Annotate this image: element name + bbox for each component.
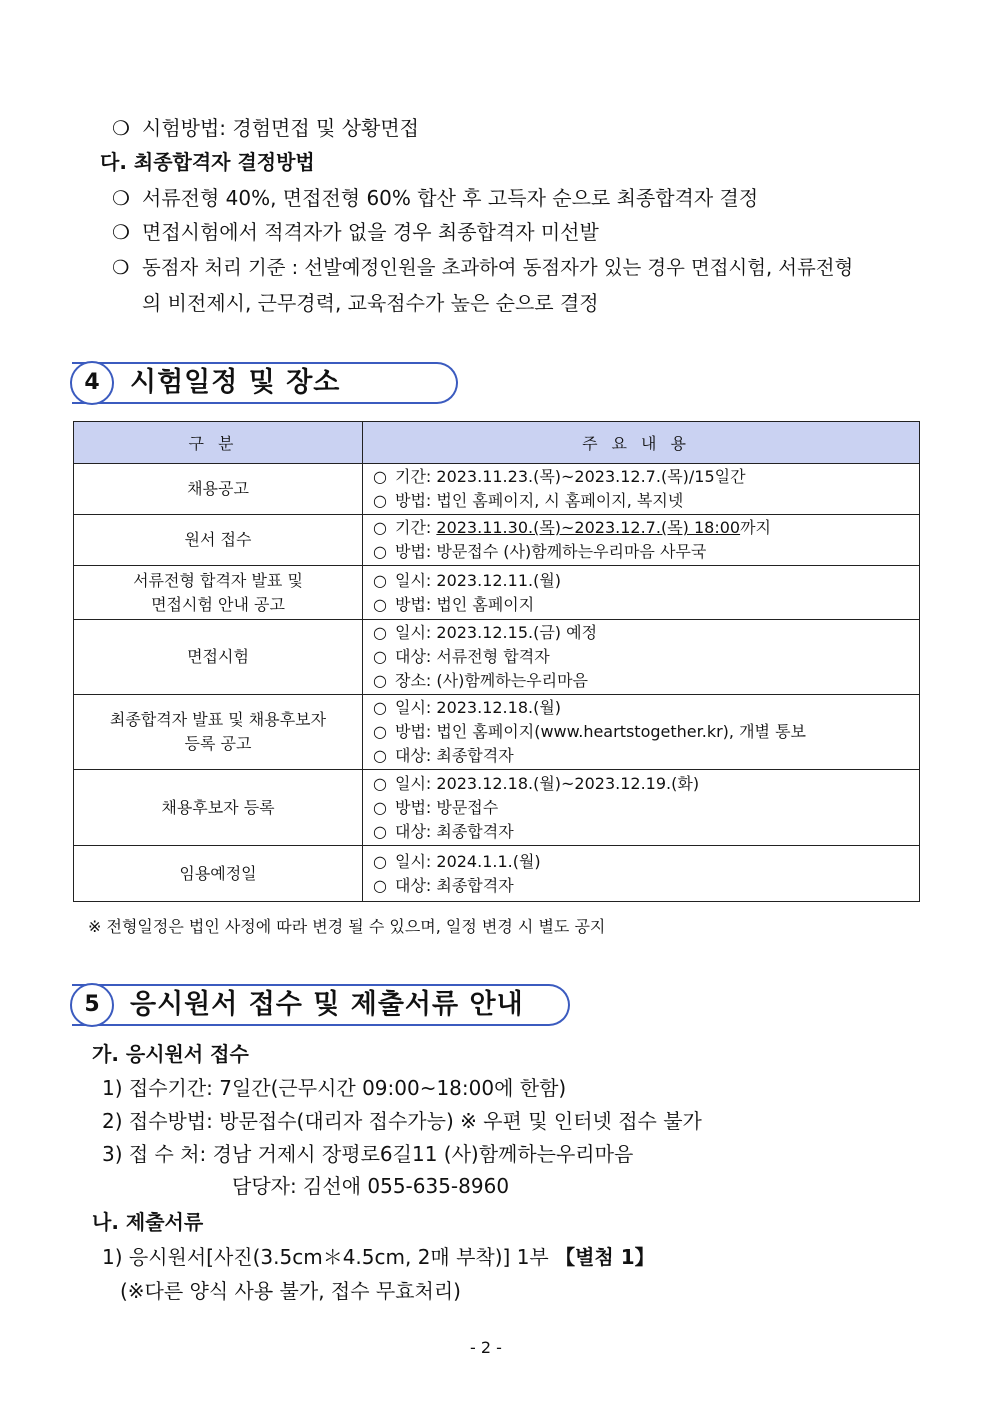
rule-3: ❍ 동점자 처리 기준 : 선발예정인원을 초과하여 동점자가 있는 경우 면접시험, 서류전형 (112, 252, 853, 284)
bullet-icon: ❍ (112, 220, 130, 244)
schedule-note: ※ 전형일정은 법인 사정에 따라 변경 될 수 있으며, 일정 변경 시 별도 공지 (88, 917, 606, 936)
circle-bullet-icon: ○ (373, 851, 387, 871)
contact-line: 담당자: 김선애 055-635-8960 (232, 1174, 510, 1198)
row-detail: ○ 기간: 2023.11.23.(목)~2023.12.7.(목)/15일간 ○ 방법: 법인 홈페이지, 시 홈페이지, 복지넷 (363, 464, 920, 515)
row-category: 원서 접수 (74, 515, 363, 566)
table-row (74, 566, 920, 620)
bullet-icon: ❍ (112, 186, 130, 210)
circle-bullet-icon: ○ (373, 698, 387, 717)
row-category: 서류전형 합격자 발표 및 면접시험 안내 공고 (74, 566, 363, 620)
bullet-icon: ❍ (112, 116, 130, 140)
row-category: 채용공고 (74, 464, 363, 515)
row-category: 최종합격자 발표 및 채용후보자 등록 공고 (74, 695, 363, 770)
table-row (74, 695, 920, 770)
circle-bullet-icon: ○ (373, 518, 387, 537)
row-detail: ○ 기간: 2023.11.30.(목)~2023.12.7.(목) 18:00까지 ○ 방법: 방문접수 (사)함께하는우리마음 사무국 (363, 515, 920, 566)
row-detail: ○ 일시: 2023.12.18.(월)~2023.12.19.(화) ○ 방법: 방문접수 ○ 대상: 최종합격자 (363, 770, 920, 846)
circle-bullet-icon: ○ (373, 467, 387, 486)
circle-bullet-icon: ○ (373, 821, 387, 841)
apply-item-3: 3) 접 수 처: 경남 거제시 장평로6길11 (사)함께하는우리마음 (102, 1142, 634, 1166)
row-category: 채용후보자 등록 (74, 770, 363, 846)
rule-2: ❍ 면접시험에서 적격자가 없을 경우 최종합격자 미선발 (112, 216, 599, 248)
row-detail: ○ 일시: 2023.12.18.(월) ○ 방법: 법인 홈페이지(www.heartstogether.kr), 개별 통보 ○ 대상: 최종합격자 (363, 695, 920, 770)
section-number: 4 (70, 361, 114, 405)
apply-item-1: 1) 접수기간: 7일간(근무시간 09:00~18:00에 한함) (102, 1076, 567, 1100)
section-na-heading: 나. 제출서류 (92, 1210, 204, 1234)
row-category: 면접시험 (74, 620, 363, 695)
section-title: 시험일정 및 장소 (130, 367, 341, 398)
circle-bullet-icon: ○ (373, 773, 387, 793)
circle-bullet-icon: ○ (373, 875, 387, 895)
table-row (74, 464, 920, 515)
section-number: 5 (70, 983, 114, 1027)
table-row (74, 515, 920, 566)
rule-3-cont: 의 비전제시, 근무경력, 교육점수가 높은 순으로 결정 (142, 291, 599, 315)
table-row (74, 770, 920, 846)
row-detail: ○ 일시: 2024.1.1.(월) ○ 대상: 최종합격자 (363, 846, 920, 902)
doc-item-1: 1) 응시원서[사진(3.5cm＊4.5cm, 2매 부착)] 1부 【별첨 1】 (102, 1245, 655, 1269)
table-header-row (74, 422, 920, 464)
schedule-table (73, 421, 920, 902)
section-title: 응시원서 접수 및 제출서류 안내 (130, 989, 524, 1020)
circle-bullet-icon: ○ (373, 746, 387, 765)
row-detail: ○ 일시: 2023.12.11.(월) ○ 방법: 법인 홈페이지 (363, 566, 920, 620)
circle-bullet-icon: ○ (373, 491, 387, 510)
row-category: 임용예정일 (74, 846, 363, 902)
exam-method-line: ❍ 시험방법: 경험면접 및 상황면접 (112, 112, 419, 144)
header-category: 구분 (74, 422, 363, 464)
circle-bullet-icon: ○ (373, 722, 387, 741)
section-4-heading (72, 362, 458, 404)
circle-bullet-icon: ○ (373, 542, 387, 561)
rule-1: ❍ 서류전형 40%, 면접전형 60% 합산 후 고득자 순으로 최종합격자 결정 (112, 182, 758, 214)
row-detail: ○ 일시: 2023.12.15.(금) 예정 ○ 대상: 서류전형 합격자 ○ 장소: (사)함께하는우리마음 (363, 620, 920, 695)
section-ga-heading: 가. 응시원서 접수 (92, 1042, 249, 1066)
bullet-icon: ❍ (112, 256, 130, 279)
circle-bullet-icon: ○ (373, 623, 387, 642)
page-number: - 2 - (470, 1338, 502, 1357)
section-5-heading (72, 984, 570, 1026)
doc-item-1-note: (※다른 양식 사용 불가, 접수 무효처리) (120, 1279, 461, 1303)
circle-bullet-icon: ○ (373, 671, 387, 690)
circle-bullet-icon: ○ (373, 647, 387, 666)
table-row (74, 846, 920, 902)
table-row (74, 620, 920, 695)
section-da-heading: 다. 최종합격자 결정방법 (100, 150, 315, 174)
header-detail: 주요내용 (363, 422, 920, 464)
apply-item-2: 2) 접수방법: 방문접수(대리자 접수가능) ※ 우편 및 인터넷 접수 불가 (102, 1109, 702, 1133)
circle-bullet-icon: ○ (373, 570, 387, 590)
circle-bullet-icon: ○ (373, 797, 387, 817)
circle-bullet-icon: ○ (373, 594, 387, 614)
